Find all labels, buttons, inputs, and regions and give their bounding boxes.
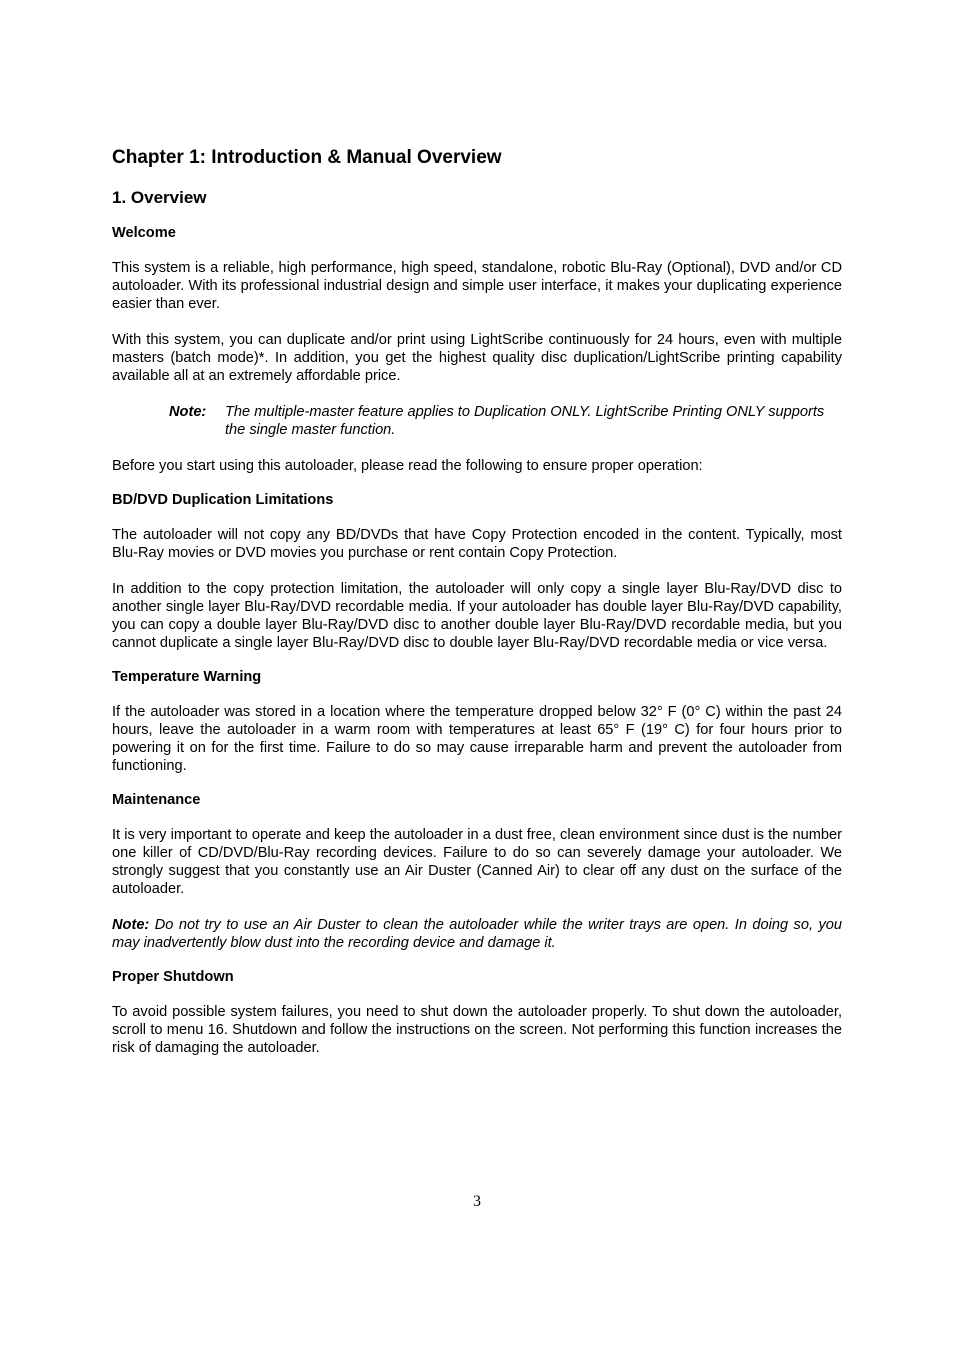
limitations-heading: BD/DVD Duplication Limitations [112, 492, 334, 508]
maintenance-heading: Maintenance [112, 792, 201, 808]
section-title: 1. Overview [112, 188, 207, 207]
temperature-paragraph-1: If the autoloader was stored in a location where the temperature dropped below 32° F (0° C) within the past 24 hours, leave the autoloader in a warm room with temperatures at least 65° F (19° C) for four hours prior to powering it on for the first time. Failure to do so may cause irreparable harm and prevent the autoloader from functioning. [112, 704, 842, 774]
note-text: Do not try to use an Air Duster to clean the autoloader while the writer trays are open. In doing so, you may inadvertently blow dust into the recording device and damage it. [112, 917, 842, 951]
shutdown-heading: Proper Shutdown [112, 969, 234, 985]
maintenance-paragraph-1: It is very important to operate and keep the autoloader in a dust free, clean environment since dust is the number one killer of CD/DVD/Blu-Ray recording devices. Failure to do so can severely damage your autoloader. We strongly suggest that you constantly use an Air Duster (Canned Air) to clear off any dust on the surface of the autoloader. [112, 827, 842, 897]
note-label: Note: [112, 917, 150, 933]
welcome-paragraph-1: This system is a reliable, high performance, high speed, standalone, robotic Blu-Ray (Optional), DVD and/or CD autoloader. With its professional industrial design and simple user interface, it makes your duplicating experience easier than ever. [112, 260, 842, 312]
page-content [112, 146, 842, 1057]
limitations-paragraph-1: The autoloader will not copy any BD/DVDs that have Copy Protection encoded in the content. Typically, most Blu-Ray movies or DVD movies you purchase or rent contain Copy Protection. [112, 527, 842, 561]
welcome-paragraph-2: With this system, you can duplicate and/or print using LightScribe continuously for 24 hours, even with multiple masters (batch mode)*. In addition, you get the highest quality disc duplication/LightScribe printing capability available all at an extremely affordable price. [112, 332, 842, 384]
note-label: Note: [169, 404, 207, 420]
note-text: The multiple-master feature applies to Duplication ONLY. LightScribe Printing ONLY supports the single master function. [225, 404, 825, 438]
page-number: 3 [473, 1193, 481, 1210]
welcome-paragraph-3: Before you start using this autoloader, please read the following to ensure proper operation: [112, 458, 703, 474]
maintenance-note [112, 916, 842, 952]
multiple-master-note [169, 403, 842, 439]
shutdown-paragraph-1: To avoid possible system failures, you need to shut down the autoloader properly. To shut down the autoloader, scroll to menu 16. Shutdown and follow the instructions on the screen. Not performing this function increases the risk of damaging the autoloader. [112, 1004, 842, 1056]
temperature-heading: Temperature Warning [112, 669, 262, 685]
welcome-heading: Welcome [112, 225, 176, 241]
chapter-title: Chapter 1: Introduction & Manual Overview [112, 147, 502, 168]
limitations-paragraph-2: In addition to the copy protection limitation, the autoloader will only copy a single layer Blu-Ray/DVD disc to another single layer Blu-Ray/DVD recordable media. If your autoloader has double layer Blu-Ray/DVD capability, you can copy a double layer Blu-Ray/DVD disc to another double layer Blu-Ray/DVD recordable media, but you cannot duplicate a single layer Blu-Ray/DVD disc to double layer Blu-Ray/DVD recordable media or vice versa. [112, 581, 842, 651]
